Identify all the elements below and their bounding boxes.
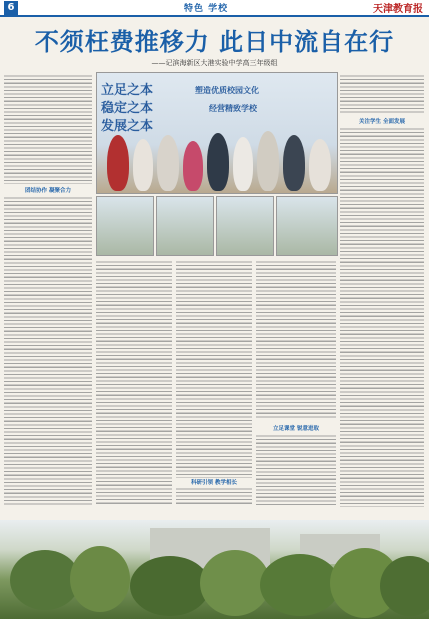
teacher-figure <box>157 135 179 191</box>
body-text-column <box>4 74 92 184</box>
body-text-column <box>96 260 172 506</box>
body-text-column <box>176 260 252 506</box>
body-text-column <box>256 260 336 420</box>
classroom-photo <box>276 196 338 256</box>
teacher-figure <box>133 139 153 191</box>
teacher-figure <box>207 133 229 191</box>
teacher-figure <box>233 137 253 191</box>
section-head: 关注学生 全面发展 <box>340 117 424 125</box>
headline: 不须枉费推移力 此日中流自在行 <box>34 27 395 56</box>
subheadline: ——记滨海新区大港实验中学高三年级组 <box>151 59 278 67</box>
banner-side-2: 经营精致学校 <box>209 103 257 113</box>
classroom-photo <box>216 196 274 256</box>
tree <box>130 556 210 616</box>
section-label: 特色 学校 <box>184 4 229 14</box>
teacher-figure <box>107 135 129 191</box>
body-text-column <box>4 196 92 506</box>
banner-line-2: 稳定之本 <box>101 101 154 116</box>
body-text-column <box>256 434 336 506</box>
banner-line-1: 立足之本 <box>101 83 154 98</box>
section-head: 立足课堂 锐意进取 <box>256 424 336 432</box>
teacher-figure <box>283 135 305 191</box>
teacher-figure <box>309 139 331 191</box>
teacher-figure <box>257 131 279 191</box>
tree <box>70 546 130 612</box>
body-text-column <box>340 127 424 507</box>
classroom-photo <box>96 196 154 256</box>
banner-side-1: 塑造优质校园文化 <box>195 85 259 95</box>
section-head: 团结协作 凝聚合力 <box>4 186 92 194</box>
campus-photo <box>0 520 429 619</box>
classroom-photo <box>156 196 214 256</box>
banner-line-3: 发展之本 <box>101 119 154 134</box>
paper-name: 天津教育报 <box>373 4 423 15</box>
tree <box>260 554 340 616</box>
teacher-figure <box>183 141 203 191</box>
body-text-column <box>340 74 424 114</box>
main-photo <box>96 72 338 194</box>
section-head: 科研引领 教学相长 <box>176 478 252 486</box>
page-number: 6 <box>4 1 18 15</box>
page-header <box>0 0 429 17</box>
